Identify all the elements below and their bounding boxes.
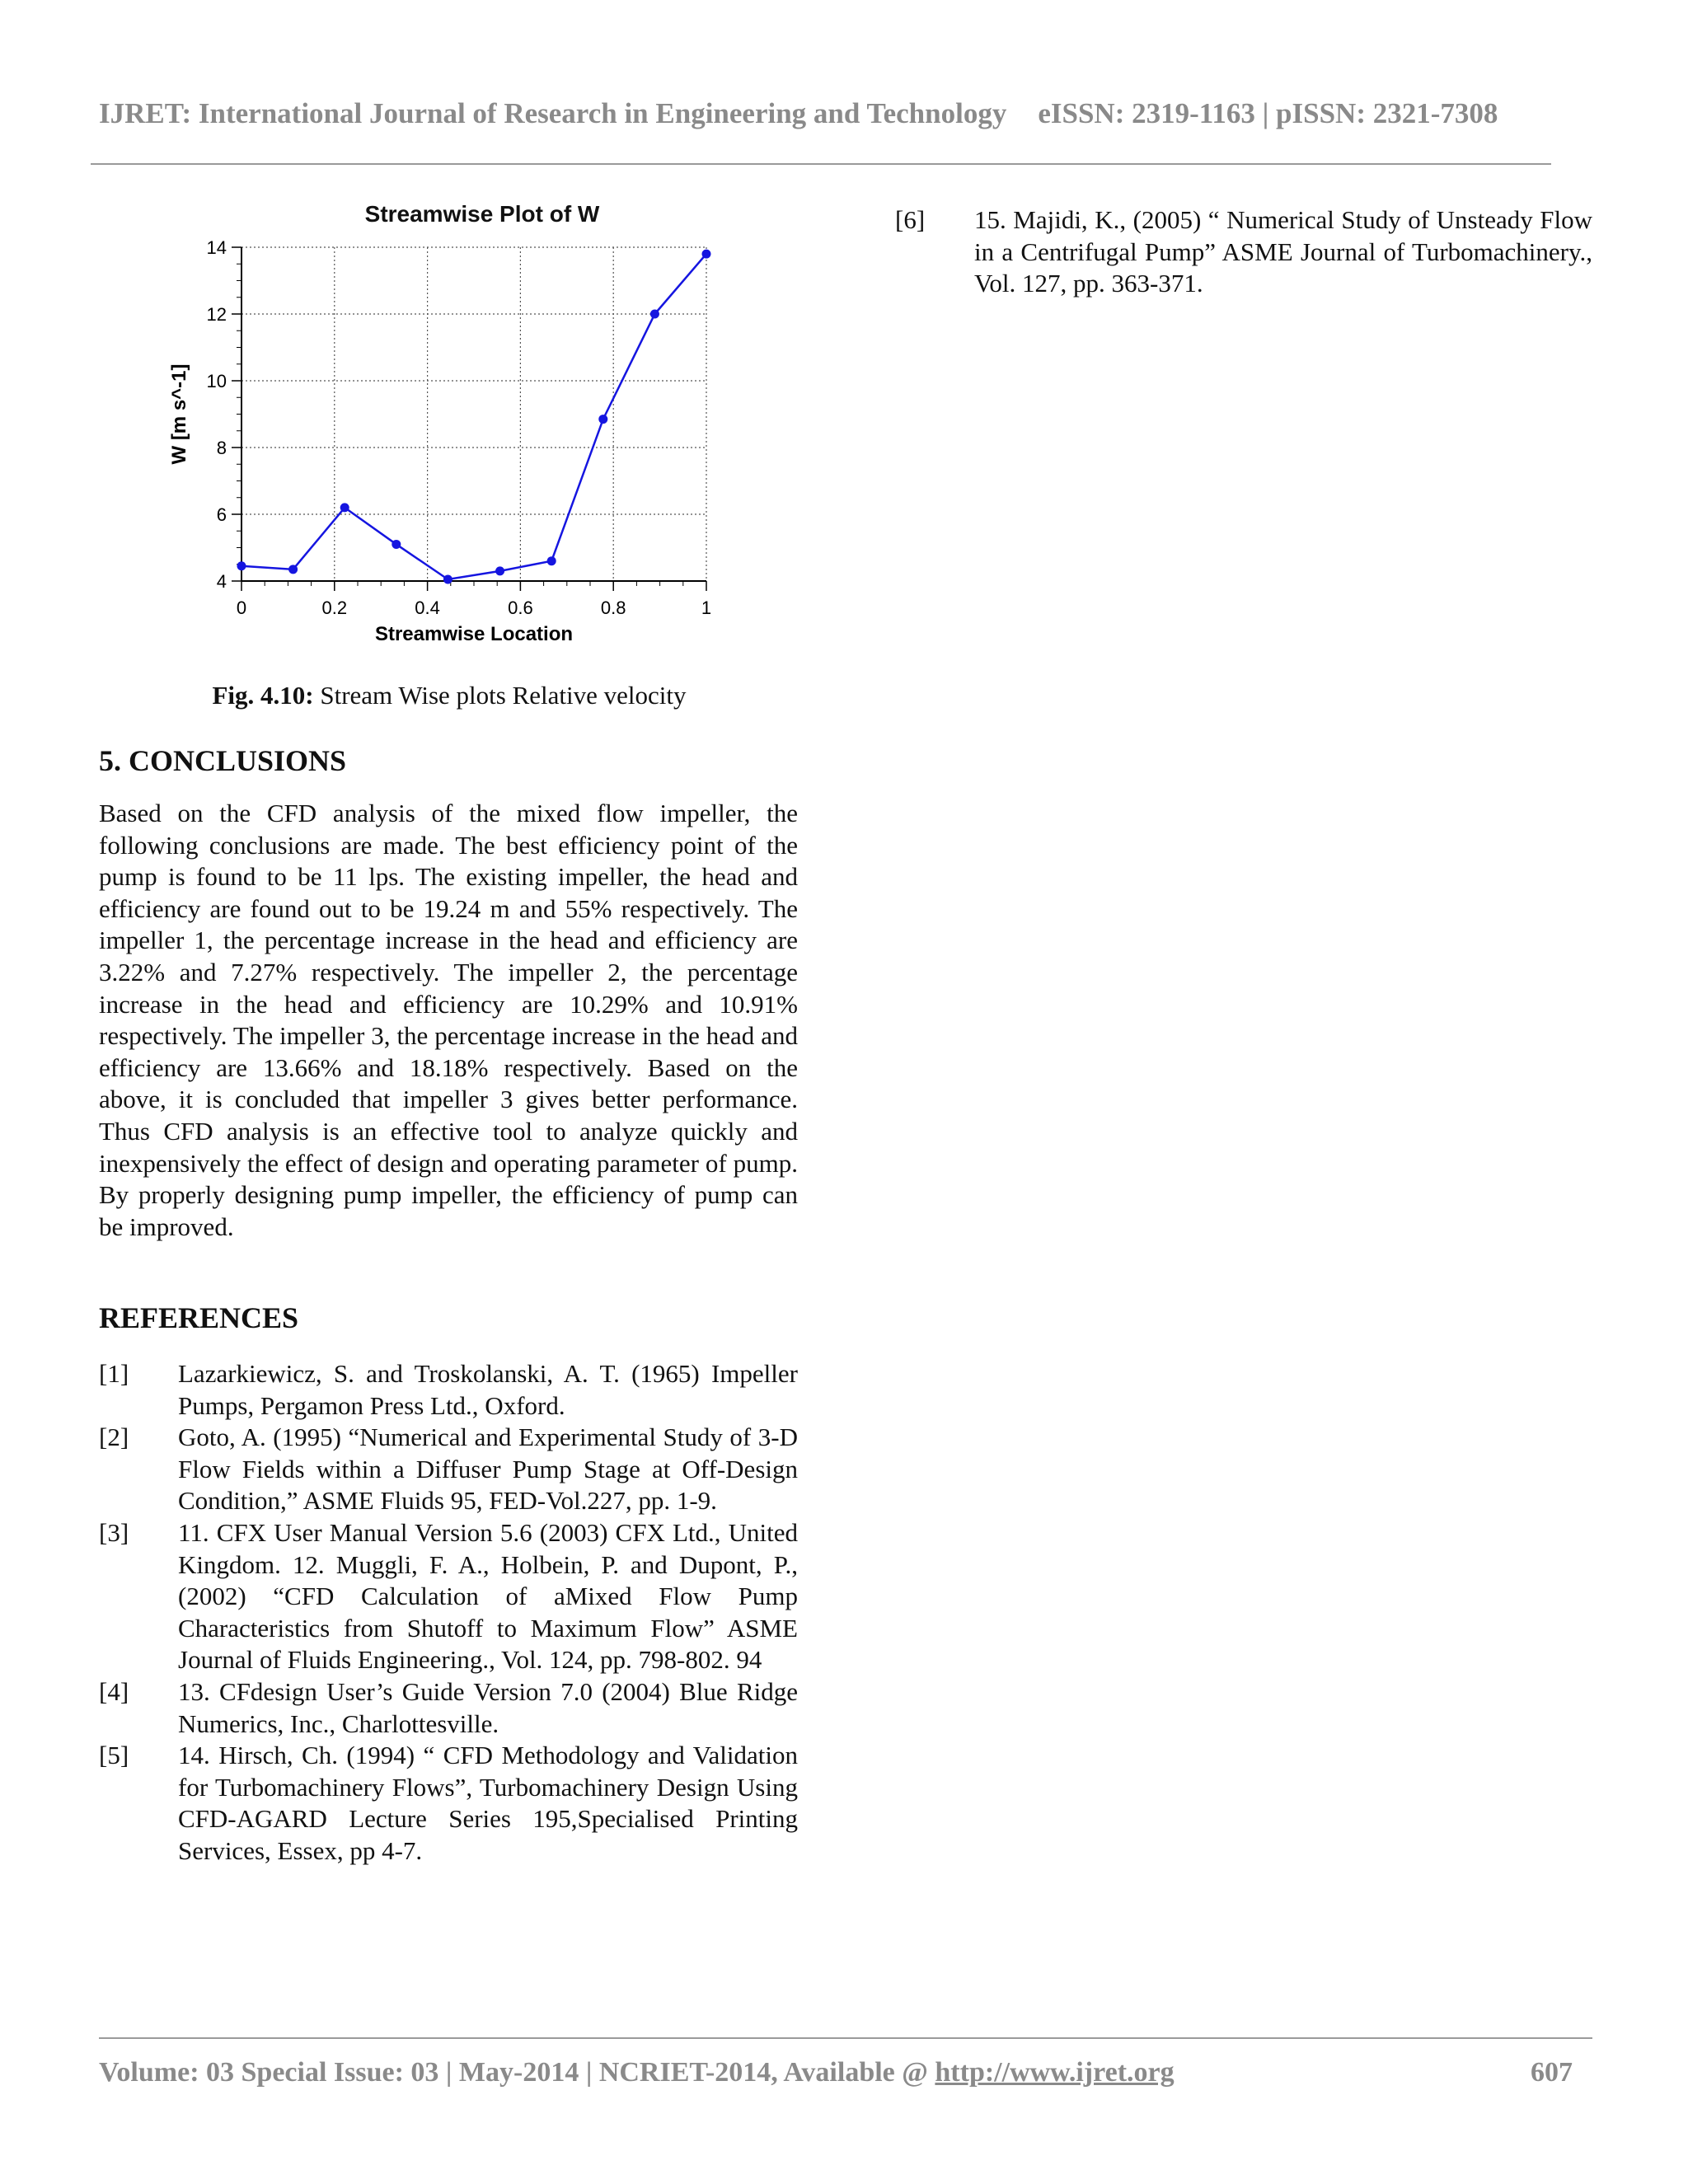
conclusions-paragraph: Based on the CFD analysis of the mixed flow impeller, the following conclusions are made. The best efficiency point of the pump is found to be 11 lps. The existing impeller, the head and efficiency are found out to be 19.24 m and 55% respectively. The impeller 1, the percentage increase in the head and efficiency are 3.22% and 7.27% respectively. The impeller 2, the percentage increase in the head and efficiency are 10.29% and 10.91% respectively. The impeller 3, the percentage increase in the head and efficiency are 13.66% and 18.18% respectively. Based on the above, it is concluded that impeller 3 gives better performance. Thus CFD analysis is an effective tool to analyze quickly and inexpensively the effect of design and operating parameter of pump. By properly designing pump impeller, the efficiency of pump can be improved. [99, 799, 798, 1241]
data-point [392, 540, 401, 549]
reference-text: 15. Majidi, K., (2005) “ Numerical Study of Unsteady Flow in a Centrifugal Pump” ASME Journal of Turbomachinery., Vol. 127, pp. 363-371. [974, 205, 1592, 298]
reference-number: [5] [99, 1741, 129, 1770]
data-point [702, 250, 711, 259]
reference-number: [6] [895, 205, 926, 234]
y-tick-label: 14 [206, 237, 227, 258]
data-point [547, 556, 556, 565]
data-point [650, 310, 659, 319]
reference-item [99, 1358, 798, 1422]
x-axis-label: Streamwise Location [374, 623, 574, 645]
journal-issn: eISSN: 2319-1163 | pISSN: 2321-7308 [1038, 97, 1498, 129]
y-tick-label: 10 [206, 371, 227, 391]
reference-item [99, 1422, 798, 1517]
figure-caption-text: Stream Wise plots Relative velocity [313, 681, 687, 710]
figure-caption [99, 681, 799, 710]
reference-item [99, 1740, 798, 1867]
footer-link[interactable]: http://www.ijret.org [935, 2057, 1175, 2088]
conclusions-heading: 5. CONCLUSIONS [99, 744, 347, 777]
journal-title: IJRET: International Journal of Research in Engineering and Technology [99, 97, 1007, 129]
x-tick-label: 0 [236, 598, 247, 618]
reference-text: 11. CFX User Manual Version 5.6 (2003) CFX Ltd., United Kingdom. 12. Muggli, F. A., Holbein, P. and Dupont, P., (2002) “CFD Calculation of aMixed Flow Pump Characteristics from Shutoff to Maximum Flow” ASME Journal of Fluids Engineering., Vol. 124, pp. 798-802. 94 [178, 1517, 798, 1675]
chart-title: Streamwise Plot of W [364, 201, 600, 227]
footer-text: Volume: 03 Special Issue: 03 | May-2014 | NCRIET-2014, Available @ [99, 2057, 935, 2088]
reference-number: [4] [99, 1676, 129, 1706]
x-tick-label: 0.6 [508, 598, 533, 618]
reference-text: 13. CFdesign User’s Guide Version 7.0 (2004) Blue Ridge Numerics, Inc., Charlottesville. [178, 1676, 798, 1738]
data-point [598, 415, 607, 424]
y-tick-label: 8 [216, 438, 227, 458]
reference-number: [1] [99, 1359, 129, 1388]
reference-item [99, 1517, 798, 1676]
data-point [237, 561, 246, 570]
y-tick-label: 4 [216, 571, 227, 592]
page-footer [99, 2057, 1591, 2088]
reference-item [895, 204, 1592, 300]
data-point [340, 503, 349, 512]
reference-text: Goto, A. (1995) “Numerical and Experimental Study of 3-D Flow Fields within a Diffuser Pump Stage at Off-Design Condition,” ASME Fluids 95, FED-Vol.227, pp. 1-9. [178, 1422, 798, 1516]
reference-number: [2] [99, 1422, 129, 1452]
page-number: 607 [1531, 2057, 1573, 2088]
reference-text: Lazarkiewicz, S. and Troskolanski, A. T. (1965) Impeller Pumps, Pergamon Press Ltd., Oxford. [178, 1359, 798, 1420]
reference-item [99, 1676, 798, 1740]
reference-text: 14. Hirsch, Ch. (1994) “ CFD Methodology and Validation for Turbomachinery Flows”, Turbomachinery Design Using CFD-AGARD Lecture Series 195,Specialised Printing Services, Essex, pp 4-7. [178, 1741, 798, 1865]
series-line [241, 254, 706, 579]
journal-header [99, 97, 1550, 130]
y-tick-label: 6 [216, 504, 227, 525]
references-list-left [99, 1358, 798, 1868]
reference-number: [3] [99, 1517, 129, 1547]
x-tick-label: 0.8 [600, 598, 626, 618]
footer-rule [99, 2037, 1592, 2039]
y-tick-label: 12 [206, 304, 227, 325]
figure-caption-label: Fig. 4.10: [212, 681, 314, 710]
data-point [288, 565, 298, 574]
data-point [443, 574, 452, 583]
x-tick-label: 0.4 [415, 598, 440, 618]
data-point [495, 566, 504, 575]
x-tick-label: 1 [701, 598, 712, 618]
references-heading: REFERENCES [99, 1301, 299, 1334]
streamwise-plot [161, 223, 754, 651]
y-axis-label: W [m s^-1] [168, 363, 190, 465]
references-list-right [895, 204, 1592, 300]
header-rule [91, 163, 1551, 165]
x-tick-label: 0.2 [321, 598, 348, 618]
